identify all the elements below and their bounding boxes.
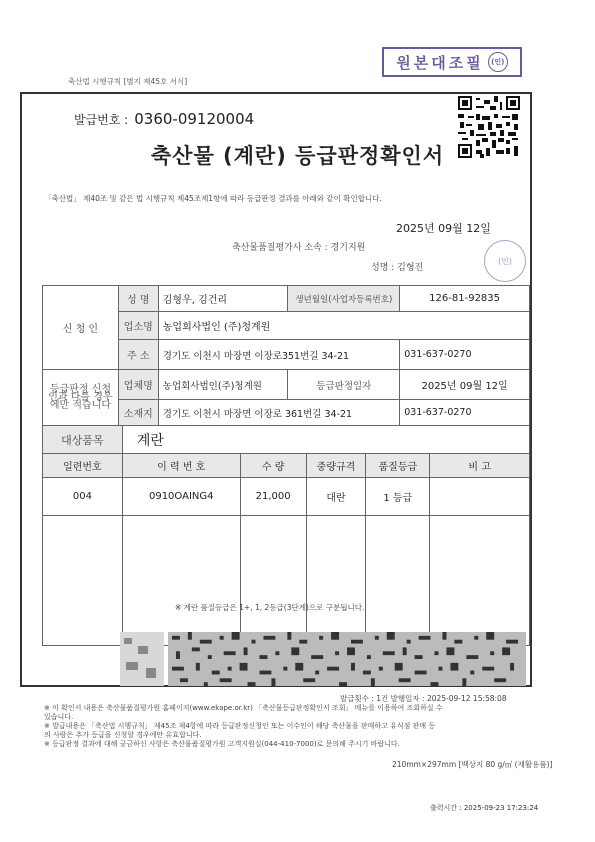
evaluator-agency: 축산물품질평가사 소속 : 경기지원 bbox=[232, 243, 366, 253]
business-name: 농업회사법인 (주)청계원 bbox=[158, 312, 529, 340]
footnote-3: ※ 발급내용은 「축산법 시행규칙」 제45조 제4항에 따라 등급판정신청인 또는 이수인이 해당 축산물을 판매하고 유식점 판매 등 bbox=[44, 722, 436, 730]
product-value: 계란 bbox=[122, 426, 529, 454]
stamp-seal: (인) bbox=[488, 52, 508, 72]
product-label: 대상품목 bbox=[43, 426, 123, 454]
col-header-weight: 중량규격 bbox=[306, 454, 366, 478]
inspection-date: 2025년 09월 12일 bbox=[400, 370, 530, 400]
cell-grade: 1 등급 bbox=[366, 478, 430, 516]
applicant-section-label: 신 청 인 bbox=[43, 286, 119, 370]
issue-number bbox=[74, 110, 254, 128]
form-number: 축산법 시행규칙 [별지 제45호 서식] bbox=[68, 77, 188, 86]
cell-weight: 대란 bbox=[306, 478, 366, 516]
business-label: 업소명 bbox=[118, 312, 158, 340]
intro-text: 「축산법」 제40조 및 같은 법 시행규칙 제45조제1항에 따라 등급판정 결과를 아래와 같이 확인합니다. bbox=[44, 194, 382, 203]
col-header-trace: 이 력 번 호 bbox=[122, 454, 240, 478]
stamp-text: 원본대조필 bbox=[396, 53, 484, 72]
cell-serial: 004 bbox=[43, 478, 123, 516]
applicant-name: 김형우, 김건리 bbox=[158, 286, 288, 312]
issue-number-label: 발급번호 : bbox=[74, 113, 129, 127]
footnote-2: 있습니다. bbox=[44, 713, 74, 721]
issue-number-value: 0360-09120004 bbox=[134, 110, 255, 128]
company-name: 농업회사법인(주)청계원 bbox=[158, 370, 288, 400]
paper-spec: 210mm×297mm [백상지 80 g/㎡ (재활용품)] bbox=[392, 760, 553, 769]
col-header-remark: 비 고 bbox=[430, 454, 530, 478]
footnote-1: ※ 이 확인서 내용은 축산물품질평가원 홈페이지(www.ekape.or.kr) 「축산물등급판정확인서 조회」 메뉴를 이용하여 조회하실 수 bbox=[44, 704, 443, 712]
cell-qty: 21,000 bbox=[240, 478, 306, 516]
col-header-serial: 일련번호 bbox=[43, 454, 123, 478]
applicant-phone: 031-637-0270 bbox=[400, 340, 530, 370]
company-label: 업체명 bbox=[118, 370, 158, 400]
name-label: 성 명 bbox=[118, 286, 158, 312]
print-time: 출력시간 : 2025-09-23 17:23:24 bbox=[430, 804, 539, 812]
document-title: 축산물 (계란) 등급판정확인서 bbox=[150, 144, 445, 168]
applicant-address: 경기도 이천시 마장면 이장로351번길 34-21 bbox=[158, 340, 399, 370]
security-pattern bbox=[168, 632, 526, 686]
cell-trace: 0910OAING4 bbox=[122, 478, 240, 516]
address-label: 주 소 bbox=[118, 340, 158, 370]
inspection-date-label: 등급판정일자 bbox=[288, 370, 400, 400]
grade-note: ※ 계란 품질등급은 1+, 1, 2등급(3단계)으로 구분됩니다. bbox=[175, 603, 365, 612]
footnote-4: 의 사람은 추가 등급을 신청할 경우에만 유효합니다. bbox=[44, 731, 202, 739]
col-header-qty: 수 량 bbox=[240, 454, 306, 478]
cell-remark bbox=[430, 478, 530, 516]
col-header-grade: 품질등급 bbox=[366, 454, 430, 478]
security-pattern-left bbox=[120, 632, 164, 686]
business-reg-number: 126-81-92835 bbox=[400, 286, 530, 312]
evaluator-seal: (인) bbox=[484, 240, 526, 282]
evaluator-name: 성명 : 김형진 bbox=[371, 263, 424, 273]
table-row bbox=[43, 478, 530, 516]
location-address: 경기도 이천시 마장면 이장로 361번길 34-21 bbox=[158, 400, 399, 426]
location-phone: 031-637-0270 bbox=[400, 400, 530, 426]
birth-label: 생년월일(사업자등록번호) bbox=[288, 286, 400, 312]
footnote-5: ※ 등급판정 결과에 대해 궁금하신 사항은 축산물품질평가원 고객지원실(044-410-7000)로 문의해 주시기 바랍니다. bbox=[44, 740, 400, 748]
issue-footer: 발급횟수 : 1건 발행일자 : 2025-09-12 15:58:08 bbox=[340, 694, 507, 703]
applicant-table bbox=[42, 285, 530, 426]
issue-date: 2025년 09월 12일 bbox=[396, 222, 491, 235]
inspection-section-label: 등급판정 신청인과 다를 경우에만 적습니다 bbox=[43, 370, 119, 426]
location-label: 소재지 bbox=[118, 400, 158, 426]
original-copy-stamp bbox=[382, 47, 522, 77]
